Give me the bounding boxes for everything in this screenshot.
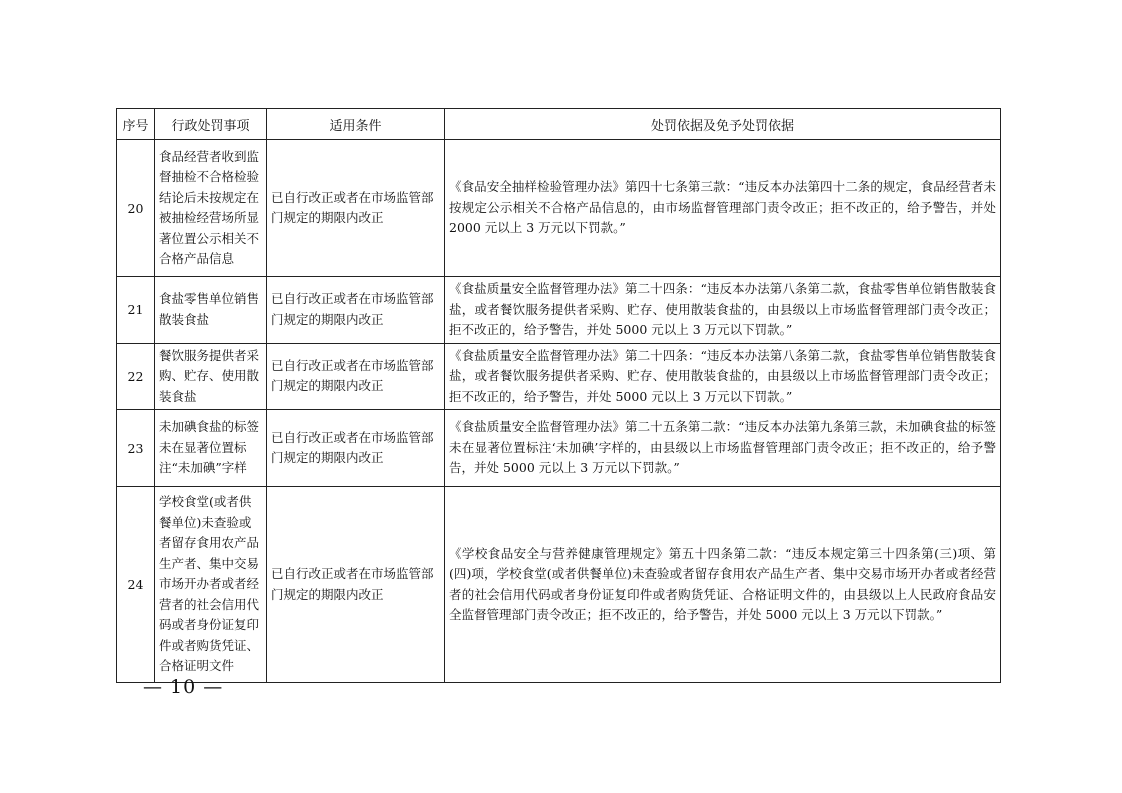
header-no: 序号 <box>117 109 155 140</box>
penalty-basis: 《食品安全抽样检验管理办法》第四十七条第三款：“违反本办法第四十二条的规定，食品经营者未按规定公示相关不合格产品信息的，由市场监督管理部门责令改正；拒不改正的，给予警告，并处 2000 元以上 3 万元以下罚款。” <box>445 140 1001 277</box>
row-number: 24 <box>117 487 155 683</box>
applicable-condition: 已自行改正或者在市场监管部门规定的期限内改正 <box>267 277 445 344</box>
penalty-table <box>116 108 1001 683</box>
table-row <box>117 487 1001 683</box>
penalty-basis: 《食盐质量安全监督管理办法》第二十四条：“违反本办法第八条第二款，食盐零售单位销售散装食盐，或者餐饮服务提供者采购、贮存、使用散装食盐的，由县级以上市场监督管理部门责令改正；拒不改正的，给予警告，并处 5000 元以上 3 万元以下罚款。” <box>445 343 1001 410</box>
header-basis: 处罚依据及免予处罚依据 <box>445 109 1001 140</box>
table-header-row <box>117 109 1001 140</box>
applicable-condition: 已自行改正或者在市场监管部门规定的期限内改正 <box>267 140 445 277</box>
header-condition: 适用条件 <box>267 109 445 140</box>
penalty-item: 食盐零售单位销售散装食盐 <box>155 277 267 344</box>
page-number: — 10 — <box>143 676 224 698</box>
header-item: 行政处罚事项 <box>155 109 267 140</box>
penalty-item: 学校食堂(或者供餐单位)未查验或者留存食用农产品生产者、集中交易市场开办者或者经营者的社会信用代码或者身份证复印件或者购货凭证、合格证明文件 <box>155 487 267 683</box>
row-number: 20 <box>117 140 155 277</box>
table-row <box>117 343 1001 410</box>
row-number: 22 <box>117 343 155 410</box>
applicable-condition: 已自行改正或者在市场监管部门规定的期限内改正 <box>267 343 445 410</box>
penalty-basis: 《食盐质量安全监督管理办法》第二十四条：“违反本办法第八条第二款，食盐零售单位销售散装食盐，或者餐饮服务提供者采购、贮存、使用散装食盐的，由县级以上市场监督管理部门责令改正；拒不改正的，给予警告，并处 5000 元以上 3 万元以下罚款。” <box>445 277 1001 344</box>
penalty-item: 食品经营者收到监督抽检不合格检验结论后未按规定在被抽检经营场所显著位置公示相关不合格产品信息 <box>155 140 267 277</box>
table-row <box>117 140 1001 277</box>
applicable-condition: 已自行改正或者在市场监管部门规定的期限内改正 <box>267 410 445 487</box>
applicable-condition: 已自行改正或者在市场监管部门规定的期限内改正 <box>267 487 445 683</box>
penalty-basis: 《食盐质量安全监督管理办法》第二十五条第二款：“违反本办法第九条第三款，未加碘食盐的标签未在显著位置标注‘未加碘’字样的，由县级以上市场监督管理部门责令改正；拒不改正的，给予警告，并处 5000 元以上 3 万元以下罚款。” <box>445 410 1001 487</box>
penalty-basis: 《学校食品安全与营养健康管理规定》第五十四条第二款：“违反本规定第三十四条第(三)项、第(四)项，学校食堂(或者供餐单位)未查验或者留存食用农产品生产者、集中交易市场开办者或者经营者的社会信用代码或者身份证复印件或者购货凭证、合格证明文件的，由县级以上人民政府食品安全监督管理部门责令改正；拒不改正的，给予警告，并处 5000 元以上 3 万元以下罚款。” <box>445 487 1001 683</box>
row-number: 21 <box>117 277 155 344</box>
penalty-item: 未加碘食盐的标签未在显著位置标注“未加碘”字样 <box>155 410 267 487</box>
table-row <box>117 277 1001 344</box>
penalty-item: 餐饮服务提供者采购、贮存、使用散装食盐 <box>155 343 267 410</box>
table-row <box>117 410 1001 487</box>
row-number: 23 <box>117 410 155 487</box>
